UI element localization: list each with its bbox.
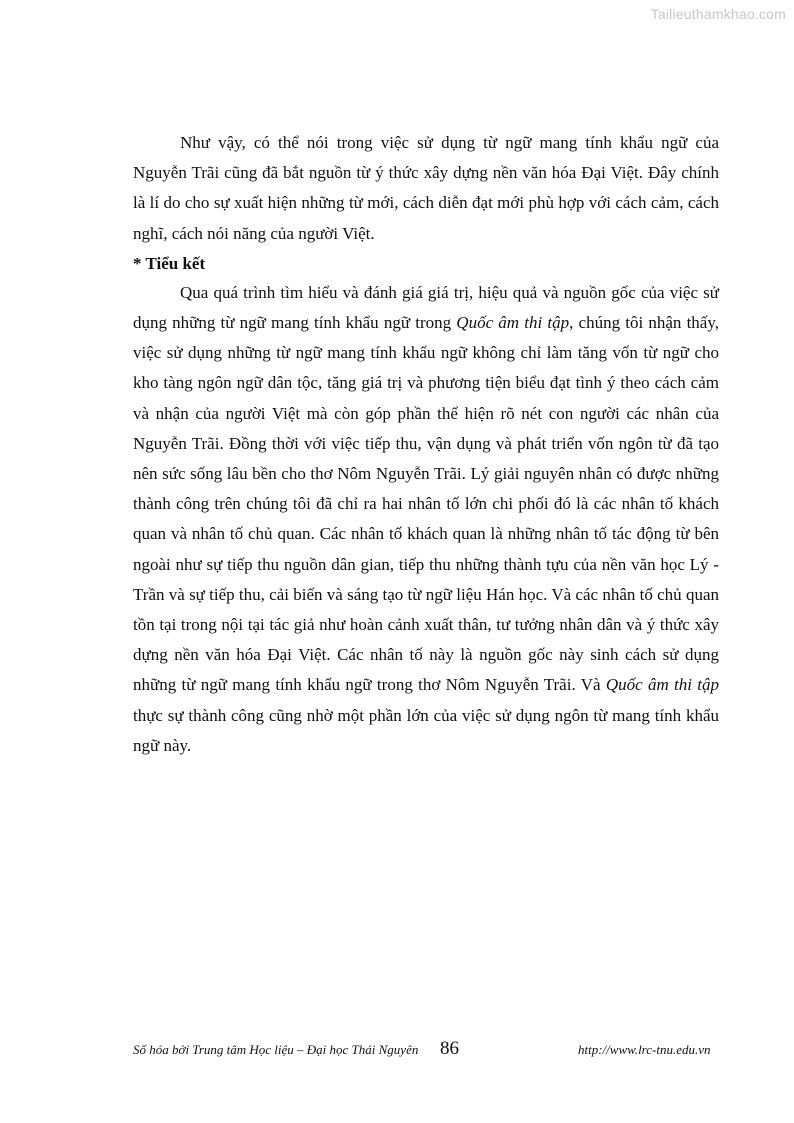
- book-title: Quốc âm thi tập: [456, 313, 570, 333]
- watermark: Tailieuthamkhao.com: [650, 6, 786, 22]
- paragraph-intro: Như vậy, có thể nói trong việc sử dụng từ ngữ mang tính khẩu ngữ của Nguyễn Trãi cũng đã bắt nguồn từ ý thức xây dựng nền văn hóa Đại Việt. Đây chính là lí do cho sự xuất hiện những từ mới, cách diễn đạt mới phù hợp với cách cảm, cách nghĩ, cách nói năng của người Việt.: [133, 133, 719, 243]
- paragraph-summary: [133, 278, 719, 761]
- page-number: 86: [440, 1038, 459, 1059]
- summary-text-2: , chúng tôi nhận thấy, việc sử dụng những từ ngữ mang tính khẩu ngữ không chỉ làm tăng vốn từ ngữ cho kho tàng ngôn ngữ dân tộc, tăng giá trị và phương tiện biểu đạt tình ý theo cách cảm và nhận của người Việt mà còn góp phần thể hiện rõ nét con người các nhân của Nguyễn Trãi. Đồng thời với việc tiếp thu, vận dụng và phát triển vốn ngôn từ đã tạo nên sức sống lâu bền cho thơ Nôm Nguyễn Trãi. Lý giải nguyên nhân có được những thành công trên chúng tôi đã chỉ ra hai nhân tố lớn chi phối đó là các nhân tố khách quan và nhân tố chủ quan. Các nhân tố khách quan là những nhân tố tác động từ bên ngoài như sự tiếp thu nguồn dân gian, tiếp thu những thành tựu của nền văn học Lý - Trần và sự tiếp thu, cải biến và sáng tạo từ ngữ liệu Hán học. Và các nhân tố chủ quan tồn tại trong nội tại tác giả như hoàn cảnh xuất thân, tư tưởng nhân dân và ý thức xây dựng nền văn hóa Đại Việt. Các nhân tố này là nguồn gốc này sinh cách sử dụng những từ ngữ mang tính khẩu ngữ trong thơ Nôm Nguyễn Trãi. Và: [133, 313, 719, 695]
- section-heading: * Tiểu kết: [133, 253, 206, 273]
- page-footer: [0, 1038, 794, 1068]
- page-body: [133, 128, 719, 761]
- summary-text-1: Qua quá trình tìm hiểu và đánh giá giá trị, hiệu quả và nguồn gốc của việc sử dụng những từ ngữ mang tính khẩu ngữ trong: [133, 282, 719, 333]
- summary-text-3: thực sự thành công cũng nhờ một phần lớn của việc sử dụng ngôn từ mang tính khẩu ngữ này.: [133, 705, 719, 755]
- footer-credit: Số hóa bởi Trung tâm Học liệu – Đại học Thái Nguyên: [133, 1042, 419, 1057]
- book-title: Quốc âm thi tập: [605, 675, 719, 695]
- footer-url: http://www.lrc-tnu.edu.vn: [578, 1042, 711, 1057]
